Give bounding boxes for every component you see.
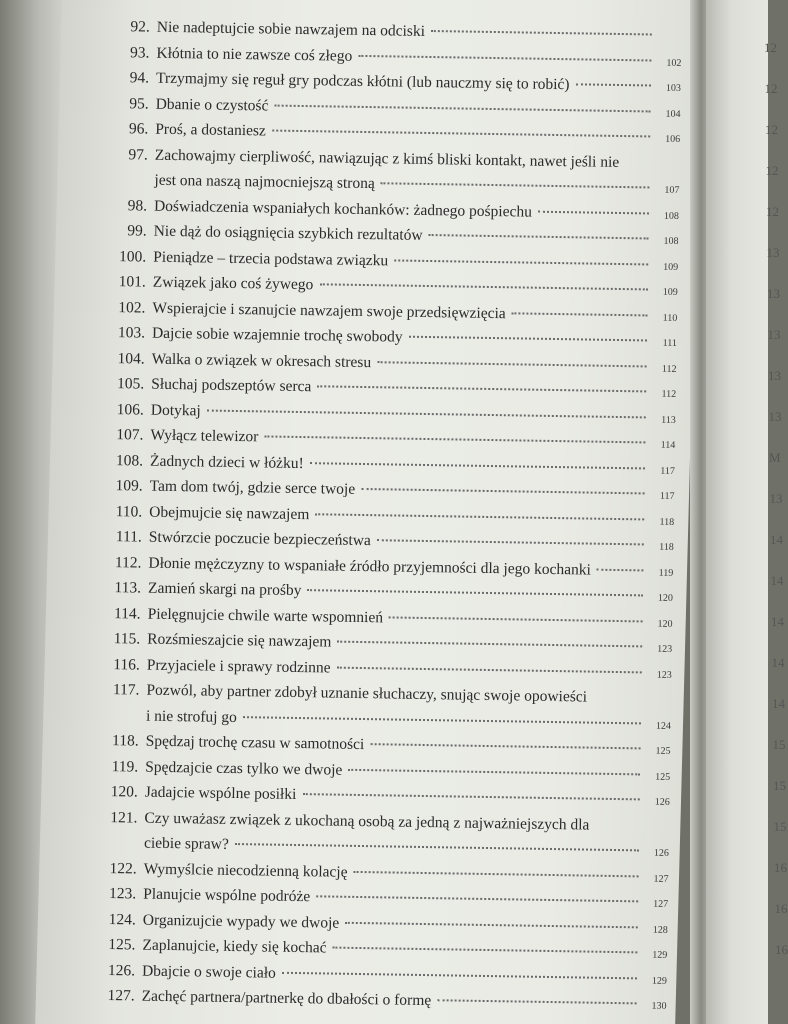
entry-page: 114 (660, 439, 676, 451)
entry-page: 112 (661, 363, 677, 375)
leader-dots (307, 589, 643, 596)
entry-page: 129 (652, 949, 668, 961)
entry-title: Zaplanujcie, kiedy się kochać (142, 936, 327, 957)
entry-number: 118. (111, 732, 139, 750)
leader-dots (337, 666, 642, 673)
adjacent-page-fragment: 16 (774, 860, 787, 875)
entry-page: 109 (662, 286, 678, 298)
entry-page: 126 (653, 847, 670, 859)
entry-number: 94. (129, 69, 150, 87)
adjacent-page (706, 0, 788, 1024)
leader-dots (370, 743, 640, 749)
entry-number: 119. (111, 757, 139, 776)
entry-number: 92. (130, 18, 150, 36)
entry-page: 126 (654, 796, 670, 808)
entry-number: 100. (119, 247, 147, 266)
entry-page: 111 (662, 337, 678, 349)
entry-page: 124 (655, 720, 672, 732)
entry-number: 93. (129, 43, 150, 62)
adjacent-page-fragment: 13 (768, 409, 782, 424)
adjacent-page-fragment: 13 (767, 286, 780, 301)
entry-page: 125 (655, 745, 671, 757)
leader-dots (361, 488, 644, 494)
adjacent-page-fragment: 16 (774, 901, 788, 916)
entry-title: Zachowajmy cierpliwość, nawiązując z kimś bliski kontakt, nawet jeśli nie (154, 146, 620, 171)
leader-dots (310, 462, 645, 469)
entry-page: 123 (656, 669, 672, 681)
entry-title: Dłonie mężczyzny to wspaniałe źródło przyjemności dla jego kochanki (148, 554, 591, 579)
entry-title: Jadajcie wspólne posiłki (144, 783, 297, 803)
leader-dots (354, 870, 639, 876)
entry-title: Trzymajmy się reguł gry podczas kłótni (lub nauczmy się to robić) (155, 69, 570, 94)
leader-dots (377, 539, 644, 545)
entry-number: 117. (112, 681, 140, 699)
entry-title: Nie nadeptujcie sobie nawzajem na odciski (156, 18, 426, 40)
entry-title-continued: ciebie spraw? (143, 834, 229, 853)
entry-title: Wspierajcie i szanujcie nawzajem swoje przedsięwzięcia (152, 299, 506, 322)
leader-dots (429, 234, 649, 239)
entry-number: 111. (115, 528, 142, 546)
adjacent-page-fragment: 13 (769, 491, 783, 506)
entry-page: 112 (661, 388, 677, 400)
entry-page: 117 (660, 465, 676, 477)
entry-page: 113 (661, 414, 676, 426)
leader-dots (377, 361, 646, 367)
entry-number: 121. (110, 808, 138, 826)
entry-title: Proś, a dostaniesz (155, 120, 267, 140)
entry-title: Żadnych dzieci w łóżku! (149, 452, 304, 472)
adjacent-page-fragment: 12 (764, 81, 778, 96)
leader-dots (345, 921, 638, 928)
leader-dots (272, 130, 650, 138)
adjacent-page-fragment: 14 (771, 655, 785, 670)
leader-dots (243, 716, 641, 724)
entry-page: 102 (666, 57, 682, 69)
leader-dots (389, 616, 643, 622)
entry-number: 103. (117, 324, 146, 342)
entry-number: 110. (115, 502, 143, 521)
entry-title: Dbanie o czystość (155, 95, 269, 114)
entry-page: 103 (665, 82, 682, 94)
leader-dots (597, 568, 644, 571)
entry-page: 118 (659, 516, 675, 528)
entry-title: Wymyślcie niecodzienną kolację (143, 860, 348, 881)
entry-page: 125 (655, 771, 671, 783)
adjacent-page-fragment: 13 (766, 245, 780, 260)
adjacent-page-fragment: 15 (773, 778, 786, 793)
entry-page: 117 (659, 490, 675, 502)
entry-title: Słuchaj podszeptów serca (151, 375, 312, 396)
adjacent-page-fragment: 12 (765, 163, 779, 178)
entry-title: Pozwól, aby partner zdobył uznanie słuchaczy, snując swoje opowieści (146, 681, 588, 706)
table-of-contents (96, 18, 682, 1021)
adjacent-page-fragment: 16 (775, 942, 788, 957)
entry-number: 98. (127, 196, 148, 215)
toc-entry (109, 145, 680, 205)
toc-entry (99, 808, 670, 868)
entry-title: Spędzaj trochę czasu w samotności (145, 732, 365, 754)
entry-number: 113. (114, 579, 142, 597)
entry-title: Wyłącz telewizor (150, 426, 259, 446)
leader-dots (264, 435, 645, 443)
entry-number: 97. (128, 145, 148, 164)
entry-number: 116. (113, 655, 140, 674)
leader-dots (333, 947, 638, 954)
entry-number: 124. (108, 910, 136, 928)
entry-number: 106. (116, 400, 144, 419)
adjacent-page-fragment: 13 (767, 327, 781, 342)
entry-number: 126. (107, 961, 136, 979)
entry-title: Rozśmieszajcie się nawzajem (147, 630, 332, 651)
entry-title: Organizujcie wypady we dwoje (142, 911, 340, 932)
entry-number: 105. (116, 375, 145, 393)
entry-page: 118 (659, 541, 674, 553)
entry-number: 95. (129, 94, 149, 113)
entry-title: Stwórzcie poczucie bezpieczeństwa (148, 528, 372, 550)
entry-page: 120 (657, 618, 673, 630)
entry-title: Pieniądze – trzecia podstawa związku (153, 248, 389, 269)
leader-dots (394, 259, 648, 265)
entry-title: Zachęć partnera/partnerkę do dbałości o formę (141, 987, 432, 1010)
entry-title: Kłótnia to nie zawsze coś złego (156, 44, 353, 65)
entry-title: Walka o związek w okresach stresu (151, 350, 372, 371)
entry-title: Związek jako coś żywego (152, 273, 314, 294)
entry-page: 107 (664, 184, 680, 196)
leader-dots (317, 385, 646, 392)
entry-page: 130 (651, 1000, 667, 1012)
entry-title: Pielęgnujcie chwile warte wspomnień (147, 605, 384, 626)
entry-number: 109. (115, 477, 143, 495)
entry-page: 109 (663, 261, 679, 273)
entry-title: Planujcie wspólne podróże (143, 885, 311, 906)
leader-dots (358, 54, 651, 61)
leader-dots (512, 312, 648, 316)
adjacent-page-fragment: 14 (772, 696, 785, 711)
entry-title: Nie dąż do osiągnięcia szybkich rezultatów (153, 222, 423, 244)
entry-title: Zamień skargi na prośby (147, 579, 302, 600)
adjacent-page-fragment: M (769, 450, 781, 465)
entry-number: 122. (109, 859, 137, 877)
entry-number: 125. (108, 936, 136, 954)
leader-dots (316, 895, 638, 902)
entry-title: Dbajcie o swoje ciało (141, 962, 277, 982)
leader-dots (274, 104, 650, 112)
leader-dots (319, 283, 647, 290)
toc-entry (101, 681, 672, 741)
adjacent-page-fragment: 15 (772, 737, 786, 752)
entry-page: 123 (657, 643, 673, 655)
entry-number: 96. (128, 120, 149, 138)
entry-page: 108 (663, 210, 680, 222)
entry-title-continued: i nie strofuj go (145, 707, 238, 726)
leader-dots (315, 513, 644, 520)
leader-dots (431, 30, 652, 35)
entry-page: 127 (653, 873, 669, 885)
leader-dots (207, 409, 646, 418)
leader-dots (538, 210, 649, 214)
entry-page: 110 (662, 312, 678, 324)
entry-number: 104. (117, 349, 145, 368)
adjacent-page-fragment: 12 (764, 40, 777, 55)
entry-title: Czy uważasz związek z ukochaną osobą za jedną z najważniejszych dla (144, 809, 590, 834)
entry-number: 102. (118, 298, 146, 317)
leader-dots (576, 83, 651, 86)
entry-title: Przyjaciele i sprawy rodzinne (146, 656, 331, 677)
entry-page: 119 (658, 567, 674, 579)
entry-title: Dotykaj (150, 401, 201, 419)
adjacent-page-fragment: 12 (766, 204, 779, 219)
entry-number: 108. (115, 451, 144, 470)
adjacent-page-fragment: 14 (770, 573, 784, 588)
entry-number: 127. (107, 987, 135, 1005)
leader-dots (282, 971, 637, 979)
entry-title: Obejmujcie się nawzajem (149, 503, 310, 523)
entry-number: 101. (118, 273, 146, 291)
leader-dots (437, 999, 636, 1004)
leader-dots (235, 843, 639, 851)
entry-title: Tam dom twój, gdzie serce twoje (149, 477, 356, 498)
entry-page: 120 (657, 592, 674, 604)
entry-title: Doświadczenia wspaniałych kochanków: żadnego pośpiechu (153, 197, 533, 221)
entry-number: 107. (116, 426, 144, 444)
leader-dots (302, 793, 639, 800)
entry-number: 115. (113, 630, 141, 648)
entry-number: 114. (113, 604, 141, 623)
adjacent-page-fragment: 14 (771, 614, 784, 629)
leader-dots (409, 336, 648, 342)
entry-title: Spędzajcie czas tylko we dwoje (145, 758, 343, 779)
entry-page: 127 (653, 898, 669, 910)
adjacent-page-fragment: 14 (770, 532, 783, 547)
entry-number: 99. (127, 222, 147, 240)
entry-page: 108 (663, 235, 679, 247)
adjacent-page-fragment: 13 (768, 368, 781, 383)
entry-number: 112. (114, 553, 142, 572)
leader-dots (348, 768, 640, 775)
entry-number: 120. (110, 783, 138, 801)
adjacent-page-fragment: 15 (773, 819, 787, 834)
entry-number: 123. (108, 885, 137, 903)
leader-dots (381, 182, 650, 188)
adjacent-page-fragment: 12 (765, 122, 778, 137)
entry-title-continued: jest ona naszą najmocniejszą stroną (154, 171, 375, 193)
entry-page: 129 (651, 975, 668, 987)
leader-dots (337, 641, 642, 648)
entry-page: 128 (652, 924, 668, 936)
entry-page: 106 (665, 133, 681, 145)
entry-title: Dajcie sobie wzajemnie trochę swobody (151, 324, 403, 346)
entry-page: 104 (665, 108, 681, 120)
